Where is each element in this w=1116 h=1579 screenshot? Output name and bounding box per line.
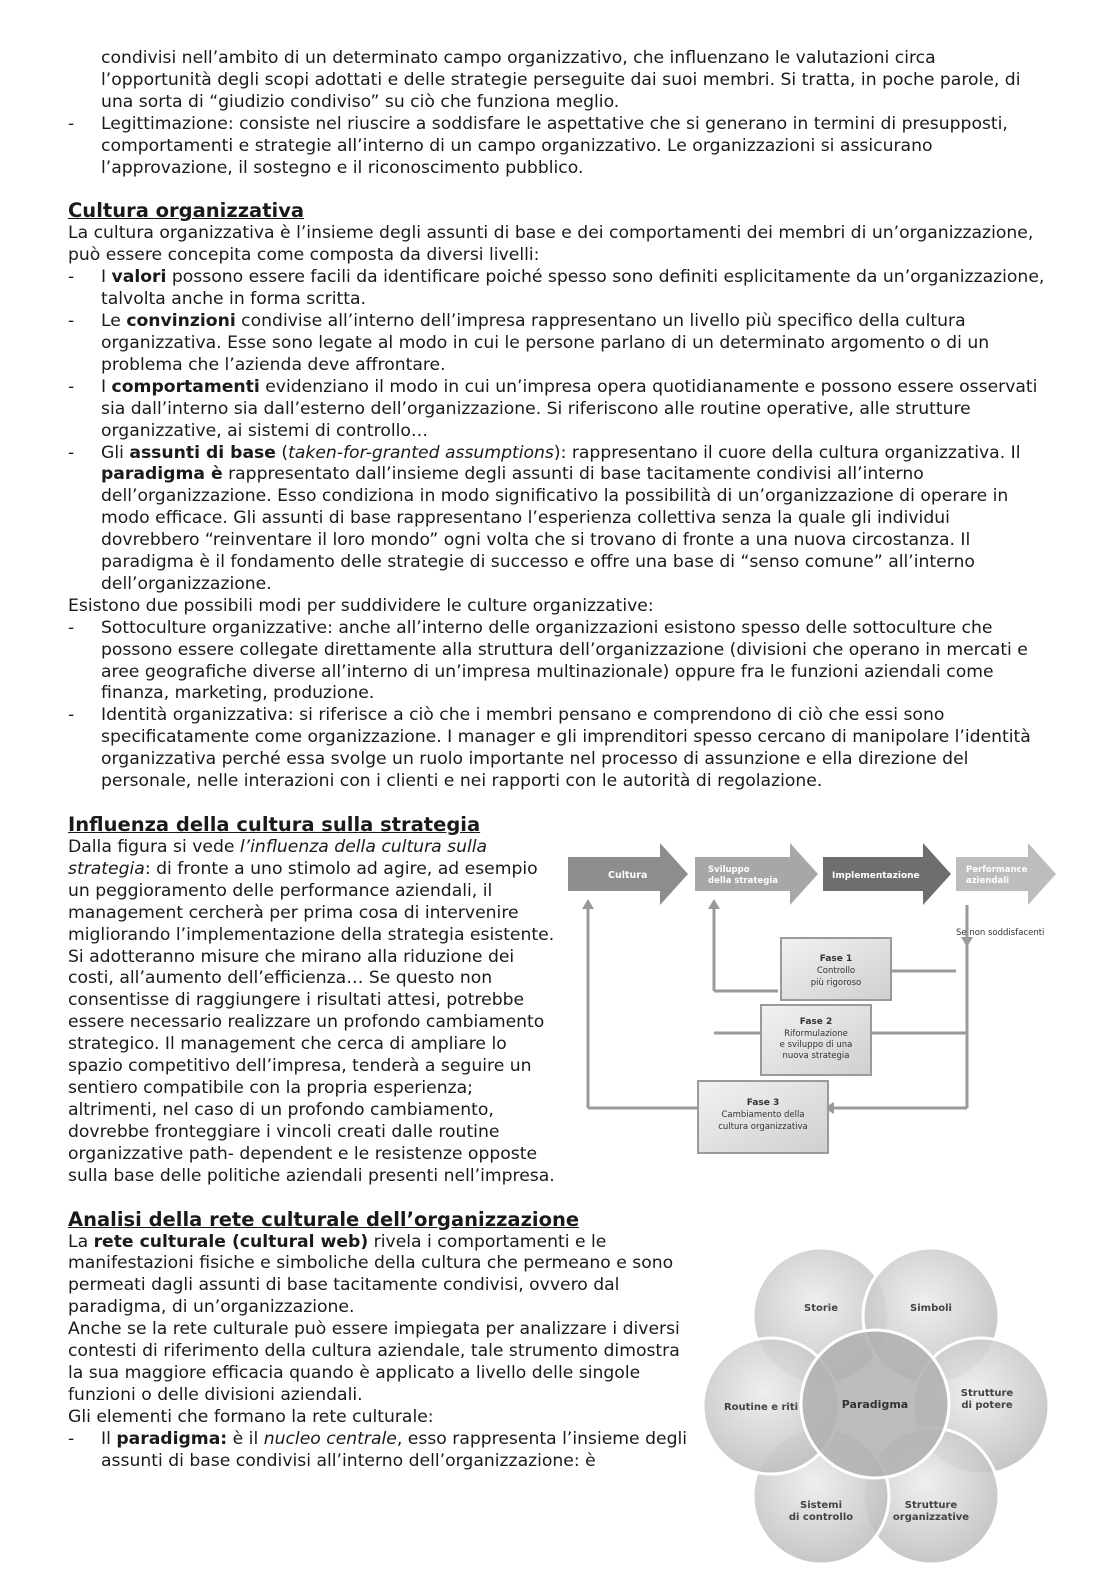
web-label-potere-a: Strutture bbox=[960, 1387, 1014, 1399]
fase1-box bbox=[781, 938, 891, 1000]
list-item-legittimazione: - Legittimazione: consiste nel riuscire a soddisfare le aspettative che si generano in termini di presupposti, comportamenti e strategie all’interno di un campo organizzativo. Le organizzazioni si assicurano l’approvazione, il sostegno e il riconoscimento pubblico. bbox=[68, 114, 1048, 180]
rete-paragraph-2: Anche se la rete culturale può essere impiegata per analizzare i diversi contesti di riferimento della cultura aziendale, tale strumento dimostra la sua maggiore efficacia quando è applicato a livello delle singole funzioni o delle divisioni aziendali. bbox=[68, 1319, 680, 1405]
cultural-web-diagram bbox=[703, 1246, 1048, 1566]
svg-text:aziendali: aziendali bbox=[966, 876, 1010, 886]
svg-text:cultura organizzativa: cultura organizzativa bbox=[718, 1122, 808, 1132]
web-label-routine: Routine e riti bbox=[723, 1401, 799, 1413]
web-label-strutture-b: organizzative bbox=[892, 1511, 970, 1523]
web-label-potere-b: di potere bbox=[961, 1399, 1013, 1411]
rete-paragraph-3: Gli elementi che formano la rete culturale: bbox=[68, 1406, 434, 1427]
svg-text:Fase 2: Fase 2 bbox=[799, 1017, 833, 1027]
svg-text:Controllo: Controllo bbox=[816, 966, 856, 976]
svg-text:nuova strategia: nuova strategia bbox=[782, 1051, 850, 1061]
section-title-cultura: Cultura organizzativa bbox=[68, 199, 305, 223]
list-item-comportamenti: - I comportamenti evidenziano il modo in cui un’impresa opera quotidianamente e possono essere osservati sia dall’interno sia dall’esterno dell’organizzazione. Si riferiscono alle routine operative, alle strutture organizzative, ai sistemi di controllo… bbox=[68, 377, 1048, 443]
document-page bbox=[68, 48, 1048, 1566]
web-label-simboli: Simboli bbox=[910, 1302, 952, 1314]
svg-text:Cambiamento della: Cambiamento della bbox=[721, 1110, 805, 1120]
list-item-paradigma: - Il paradigma: è il nucleo centrale, esso rappresenta l’insieme degli assunti di base condivisi all’interno dell’organizzazione: è bbox=[68, 1429, 1048, 1473]
web-label-sistemi-b: di controllo bbox=[788, 1511, 854, 1523]
svg-text:della strategia: della strategia bbox=[708, 876, 778, 886]
section-title-influenza: Influenza della cultura sulla strategia bbox=[68, 813, 481, 836]
svg-text:Sviluppo: Sviluppo bbox=[708, 865, 750, 875]
svg-text:e sviluppo di una: e sviluppo di una bbox=[779, 1040, 853, 1050]
arrow-performance bbox=[956, 843, 1056, 905]
web-label-sistemi-a: Sistemi bbox=[800, 1499, 842, 1511]
culture-strategy-figure bbox=[568, 843, 1058, 1173]
web-label-storie: Storie bbox=[804, 1302, 838, 1314]
arrow-implementazione bbox=[823, 843, 951, 905]
svg-text:Implementazione: Implementazione bbox=[832, 871, 920, 881]
feedback-label: Se non soddisfacenti bbox=[956, 928, 1045, 938]
web-label-paradigma: Paradigma bbox=[841, 1397, 909, 1411]
svg-text:Cultura: Cultura bbox=[608, 870, 648, 881]
arrow-sviluppo bbox=[695, 843, 818, 905]
svg-text:più rigoroso: più rigoroso bbox=[810, 978, 862, 988]
intro-paragraph: condivisi nell’ambito di un determinato campo organizzativo, che influenzano le valutazioni circa l’opportunità degli scopi adottati e delle strategie perseguite dai suoi membri. Si tratta, in poche parole, di una sorta di “giudizio condiviso” su ciò che funziona meglio. bbox=[101, 48, 1021, 112]
svg-text:Fase 1: Fase 1 bbox=[819, 954, 853, 964]
svg-text:Riformulazione: Riformulazione bbox=[784, 1029, 848, 1039]
rete-paragraph-1: La rete culturale (cultural web) rivela i comportamenti e le manifestazioni fisiche e simboliche della cultura che permeano e sono permeati dagli assunti di base tacitamente condivisi, ovvero dal paradigma, di un’organizzazione. bbox=[68, 1231, 674, 1318]
list-item-valori: - I valori possono essere facili da identificare poiché spesso sono definiti esplicitamente da un’organizzazione, talvolta anche in forma scritta. bbox=[68, 267, 1048, 311]
cultura-lead2: Esistono due possibili modi per suddividere le culture organizzative: bbox=[68, 595, 654, 616]
cultural-web-figure bbox=[703, 1246, 1048, 1566]
culture-strategy-diagram bbox=[568, 843, 1058, 1173]
list-item-identita: - Identità organizzativa: si riferisce a ciò che i membri pensano e comprendono di ciò che essi sono specificatamente come organizzazione. I manager e gli imprenditori spesso cercano di manipolare l’identità organizzativa perché essa svolge un ruolo importante nel processo di assunzione e ella direzione del personale, nelle interazioni con i clienti e nei rapporti con le autorità di regolazione. bbox=[68, 705, 1048, 793]
list-item-convinzioni: - Le convinzioni condivise all’interno dell’impresa rappresentano un livello più specifico della cultura organizzativa. Esse sono legate al modo in cui le persone parlano di un determinato argomento o di un problema che l’azienda deve affrontare. bbox=[68, 311, 1048, 377]
cultura-intro: La cultura organizzativa è l’insieme degli assunti di base e dei comportamenti dei membri di un’organizzazione, può essere concepita come composta da diversi livelli: bbox=[68, 223, 1034, 266]
list-item-sottoculture: - Sottoculture organizzative: anche all’interno delle organizzazioni esistono spesso delle sottoculture che possono essere collegate direttamente alla struttura dell’organizzazione (divisioni che operano in mercati e aree geografiche diverse all’interno di un’impresa multinazionale) oppure fra le funzioni aziendali come finanza, marketing, produzione. bbox=[68, 618, 1048, 706]
svg-text:Fase 3: Fase 3 bbox=[746, 1098, 780, 1108]
arrow-cultura bbox=[568, 843, 688, 905]
fase3-box bbox=[698, 1081, 828, 1153]
influenza-paragraph: Dalla figura si vede l’influenza della cultura sulla strategia: di fronte a uno stimolo ad agire, ad esempio un peggioramento delle performance aziendali, il management cercherà per prima cosa di intervenire migliorando l’implementazione della strategia esistente. Si adotteranno misure che mirano alla riduzione dei costi, all’aumento dell’efficienza… Se questo non consentisse di raggiungere i risultati attesi, potrebbe essere necessario realizzare un profondo cambiamento strategico. Il management che cerca di ampliare lo spazio competitivo dell’impresa, tenderà a seguire un sentiero compatibile con la propria esperienza; altrimenti, nel caso di un profondo cambiamento, dovrebbe fronteggiare i vincoli creati dalle routine organizzative path- dependent e le resistenze opposte sulla base delle politiche aziendali presenti nell’impresa. bbox=[68, 837, 555, 1186]
list-item-assunti: - Gli assunti di base (taken-for-granted assumptions): rappresentano il cuore della cultura organizzativa. Il paradigma è rappresentato dall’insieme degli assunti di base tacitamente condivisi all’interno dell’organizzazione. Esso condiziona in modo significativo la possibilità di un’organizzazione di operare in modo efficace. Gli assunti di base rappresentano l’esperienza collettiva senza la quale gli individui dovrebbero “reinventare il loro mondo” ogni volta che si trovano di fronte a una nuova circostanza. Il paradigma è il fondamento delle strategie di successo e offre una base di “senso comune” all’interno dell’organizzazione. bbox=[68, 443, 1048, 596]
svg-text:Performance: Performance bbox=[966, 865, 1028, 875]
web-label-strutture-a: Strutture bbox=[904, 1499, 958, 1511]
fase2-box bbox=[761, 1005, 871, 1075]
section-title-rete: Analisi della rete culturale dell’organizzazione bbox=[68, 1207, 580, 1231]
